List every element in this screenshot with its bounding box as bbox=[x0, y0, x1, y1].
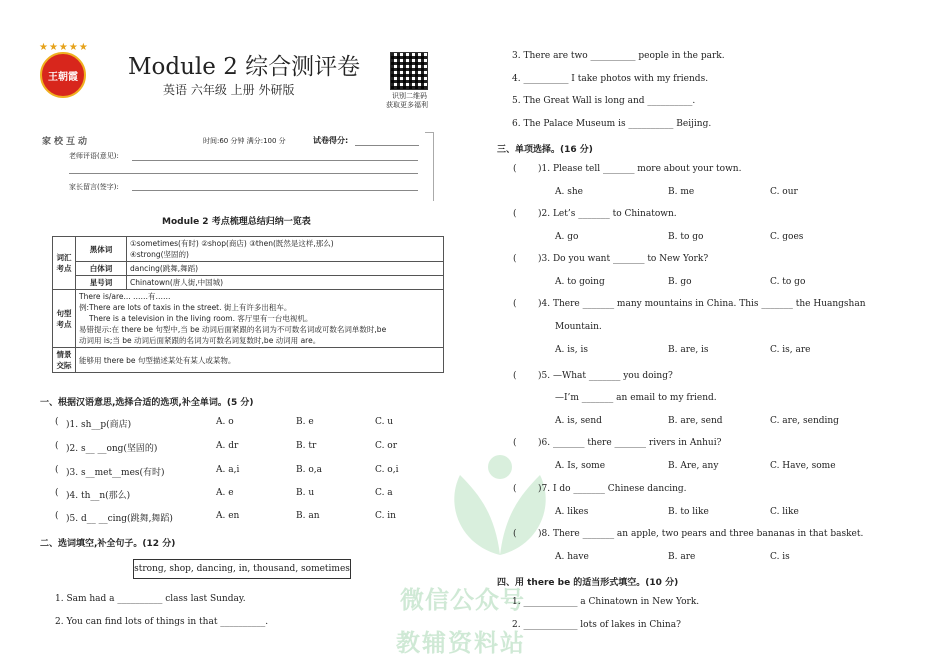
part1-item-4-a: A. e bbox=[216, 488, 234, 498]
part1-heading: 一、根据汉语意思,选择合适的选项,补全单词。(5 分) bbox=[40, 398, 254, 408]
part4-q1[interactable]: 1. ____________ a Chinatown in New York. bbox=[512, 597, 700, 607]
part1-item-4-q: )4. th__n(那么) bbox=[66, 491, 131, 501]
part3-item-5-b[interactable]: B. are, send bbox=[668, 416, 723, 426]
part1-item-5-paren[interactable]: ( bbox=[55, 511, 59, 521]
part3-item-3-a[interactable]: A. to going bbox=[555, 277, 605, 287]
score-label: 试卷得分: bbox=[313, 136, 349, 145]
part3-item-8-a[interactable]: A. have bbox=[555, 552, 589, 562]
part1-item-1-q: )1. sh__p(商店) bbox=[66, 420, 132, 430]
part2-q4[interactable]: 4. __________ I take photos with my friends. bbox=[512, 74, 709, 84]
part1-item-3-q: )3. s__met__mes(有时) bbox=[66, 468, 165, 478]
row2-text: dancing(跳舞,舞蹈) bbox=[127, 262, 444, 276]
part3-item-6-a[interactable]: A. Is, some bbox=[555, 461, 606, 471]
part3-item-6-c[interactable]: C. Have, some bbox=[770, 461, 836, 471]
part3-item-1-c[interactable]: C. our bbox=[770, 187, 798, 197]
part3-item-5-paren[interactable]: ( bbox=[513, 371, 517, 381]
row3-label: 星号词 bbox=[76, 276, 127, 290]
part2-q6[interactable]: 6. The Palace Museum is __________ Beijing. bbox=[512, 119, 712, 129]
part2-q3[interactable]: 3. There are two __________ people in the park. bbox=[512, 51, 725, 61]
watermark-text-2: 教辅资料站 bbox=[396, 629, 526, 657]
pattern-label: 句型考点 bbox=[53, 290, 76, 348]
teacher-comment-line-2[interactable] bbox=[69, 173, 418, 174]
part3-item-2-c[interactable]: C. goes bbox=[770, 232, 804, 242]
part3-item-7-b[interactable]: B. to like bbox=[668, 507, 709, 517]
situation-text: 能够用 there be 句型描述某处有某人或某物。 bbox=[76, 348, 444, 373]
part1-item-3-c: C. o,i bbox=[375, 465, 399, 475]
part3-heading: 三、单项选择。(16 分) bbox=[497, 145, 593, 155]
part3-item-4-paren[interactable]: ( bbox=[513, 299, 517, 309]
part3-item-8-c[interactable]: C. is bbox=[770, 552, 790, 562]
qr-code-icon[interactable] bbox=[390, 52, 428, 90]
teacher-comment-label: 老师评语(意见): bbox=[69, 152, 119, 160]
part1-item-5-b: B. an bbox=[296, 511, 320, 521]
part3-item-2-q: )2. Let’s _______ to Chinatown. bbox=[538, 209, 677, 219]
part1-item-3-a: A. a,i bbox=[216, 465, 240, 475]
part4-heading: 四、用 there be 的适当形式填空。(10 分) bbox=[497, 578, 679, 588]
part2-heading: 二、选词填空,补全句子。(12 分) bbox=[40, 539, 176, 549]
part2-q1[interactable]: 1. Sam had a __________ class last Sunday. bbox=[55, 594, 246, 604]
parent-note-line[interactable] bbox=[132, 190, 418, 191]
time-score: 时间:60 分钟 满分:100 分 bbox=[203, 137, 286, 145]
part3-item-1-q: )1. Please tell _______ more about your town. bbox=[538, 164, 742, 174]
brand-logo bbox=[39, 42, 89, 98]
part1-item-1-paren[interactable]: ( bbox=[55, 417, 59, 427]
situation-label: 情景交际 bbox=[53, 348, 76, 373]
part3-item-4-q: )4. There _______ many mountains in China. This _______ the Huangshan bbox=[538, 299, 866, 309]
part1-item-4-paren[interactable]: ( bbox=[55, 488, 59, 498]
part1-item-4-c: C. a bbox=[375, 488, 393, 498]
part1-item-3-b: B. o,a bbox=[296, 465, 322, 475]
summary-title: Module 2 考点梳理总结归纳一览表 bbox=[162, 217, 311, 227]
part3-item-8-q: )8. There _______ an apple, two pears and three bananas in that basket. bbox=[538, 529, 864, 539]
watermark-text-1: 微信公众号 bbox=[400, 586, 525, 614]
part3-item-8-paren[interactable]: ( bbox=[513, 529, 517, 539]
part1-item-1-b: B. e bbox=[296, 417, 314, 427]
page-subtitle: 英语 六年级 上册 外研版 bbox=[163, 83, 295, 97]
part1-item-2-paren[interactable]: ( bbox=[55, 441, 59, 451]
summary-table bbox=[52, 236, 444, 373]
word-bank-box: strong, shop, dancing, in, thousand, sometimes bbox=[133, 559, 351, 579]
part3-item-2-b[interactable]: B. to go bbox=[668, 232, 704, 242]
part3-item-3-c[interactable]: C. to go bbox=[770, 277, 806, 287]
part3-item-4-q2: Mountain. bbox=[555, 322, 602, 332]
part3-item-3-paren[interactable]: ( bbox=[513, 254, 517, 264]
part3-item-1-paren[interactable]: ( bbox=[513, 164, 517, 174]
qr-caption-2: 获取更多福利 bbox=[386, 101, 428, 109]
part2-q2[interactable]: 2. You can find lots of things in that __________. bbox=[55, 617, 269, 627]
part3-item-6-paren[interactable]: ( bbox=[513, 438, 517, 448]
page-title: Module 2 综合测评卷 bbox=[128, 54, 361, 80]
part3-item-6-q: )6. _______ there _______ rivers in Anhui? bbox=[538, 438, 722, 448]
part4-q2[interactable]: 2. ____________ lots of lakes in China? bbox=[512, 620, 681, 630]
part3-item-4-c[interactable]: C. is, are bbox=[770, 345, 811, 355]
part3-item-7-c[interactable]: C. like bbox=[770, 507, 799, 517]
part3-item-2-paren[interactable]: ( bbox=[513, 209, 517, 219]
part3-item-1-b[interactable]: B. me bbox=[668, 187, 695, 197]
part3-item-2-a[interactable]: A. go bbox=[555, 232, 579, 242]
part1-item-5-q: )5. d__ __cing(跳舞,舞蹈) bbox=[66, 514, 173, 524]
part3-item-7-paren[interactable]: ( bbox=[513, 484, 517, 494]
row3-text: Chinatown(唐人街,中国城) bbox=[127, 276, 444, 290]
row1-label: 黑体词 bbox=[76, 237, 127, 262]
part3-item-5-q2: —I’m _______ an email to my friend. bbox=[555, 393, 717, 403]
part2-q5[interactable]: 5. The Great Wall is long and __________. bbox=[512, 96, 696, 106]
part3-item-5-a[interactable]: A. is, send bbox=[555, 416, 602, 426]
part1-item-3-paren[interactable]: ( bbox=[55, 465, 59, 475]
part1-item-2-b: B. tr bbox=[296, 441, 317, 451]
part1-item-5-a: A. en bbox=[216, 511, 240, 521]
teacher-comment-line[interactable] bbox=[132, 160, 418, 161]
part3-item-8-b[interactable]: B. are bbox=[668, 552, 696, 562]
pattern-text: There is/are... ……有…… 例:There are lots of taxis in the street. 街上有许多出租车。 There is a television in the living room. 客厅里有一台电视机。 易错提示:在 there be 句型中,当 be 动词后面紧跟的名词为不可数名词或可数名词单数时,be 动词用 is;当 be 动词后面紧跟的名词为可数名词复数时,be 动词用 are。 bbox=[76, 290, 444, 348]
info-box-corner bbox=[425, 132, 434, 201]
part1-item-2-q: )2. s__ __ong(坚固的) bbox=[66, 444, 158, 454]
part1-item-1-c: C. u bbox=[375, 417, 394, 427]
score-line[interactable] bbox=[355, 145, 419, 146]
part3-item-5-c[interactable]: C. are, sending bbox=[770, 416, 839, 426]
qr-caption-1: 识别二维码 bbox=[392, 92, 427, 100]
part1-item-2-c: C. or bbox=[375, 441, 398, 451]
part1-item-5-c: C. in bbox=[375, 511, 396, 521]
parent-note-label: 家长留言(签字): bbox=[69, 183, 119, 191]
part3-item-3-b[interactable]: B. go bbox=[668, 277, 692, 287]
part3-item-6-b[interactable]: B. Are, any bbox=[668, 461, 719, 471]
part1-item-2-a: A. dr bbox=[216, 441, 239, 451]
part3-item-4-b[interactable]: B. are, is bbox=[668, 345, 709, 355]
logo-stars: ★★★★★ bbox=[39, 42, 89, 53]
part3-item-5-q: )5. —What _______ you doing? bbox=[538, 371, 673, 381]
part3-item-1-a[interactable]: A. she bbox=[555, 187, 583, 197]
part3-item-4-a[interactable]: A. is, is bbox=[555, 345, 588, 355]
part1-item-1-a: A. o bbox=[216, 417, 234, 427]
logo-text: 王朝霞 bbox=[48, 72, 78, 83]
vocab-label: 词汇考点 bbox=[53, 237, 76, 290]
row1-text: ①sometimes(有时) ②shop(商店) ③then(既然是这样,那么) ④strong(坚固的) bbox=[127, 237, 444, 262]
part3-item-7-a[interactable]: A. likes bbox=[555, 507, 589, 517]
home-school-stamp: 家校互动 bbox=[42, 137, 91, 147]
part3-item-3-q: )3. Do you want _______ to New York? bbox=[538, 254, 709, 264]
part3-item-7-q: )7. I do _______ Chinese dancing. bbox=[538, 484, 687, 494]
part1-item-4-b: B. u bbox=[296, 488, 315, 498]
row2-label: 白体词 bbox=[76, 262, 127, 276]
watermark-leaf-icon bbox=[440, 445, 560, 565]
